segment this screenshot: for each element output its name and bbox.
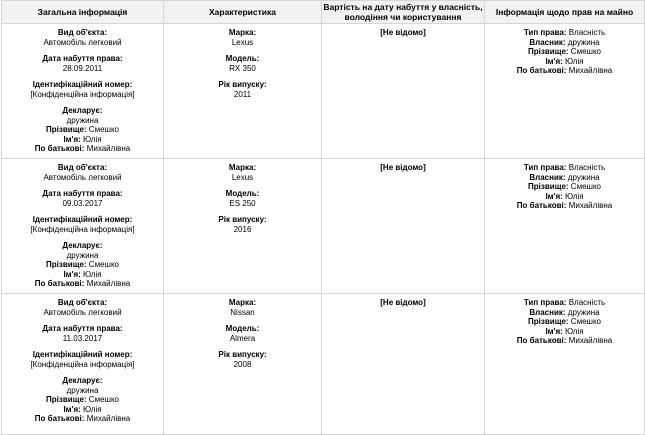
acquisition-date-value: 09.03.2017 bbox=[62, 198, 103, 208]
object-type-value: Автомобіль легковий bbox=[43, 37, 122, 47]
surname-label: Прізвище: bbox=[528, 47, 569, 56]
patronymic-label: По батькові: bbox=[516, 66, 567, 75]
cost-value: [Не відомо] bbox=[380, 28, 426, 37]
acquisition-date-label: Дата набуття права: bbox=[42, 54, 123, 63]
object-type-label: Вид об'єкта: bbox=[57, 163, 108, 172]
id-number-value: [Конфіденційна інформація] bbox=[30, 359, 135, 369]
object-type-value: Автомобіль легковий bbox=[43, 172, 122, 182]
surname-label: Прізвище: bbox=[46, 125, 87, 134]
rights-cell bbox=[485, 159, 645, 294]
patronymic-value: Михайлівна bbox=[568, 336, 613, 345]
patronymic-value: Михайлівна bbox=[86, 414, 131, 423]
patronymic-label: По батькові: bbox=[516, 201, 567, 210]
model-label: Модель: bbox=[225, 324, 260, 333]
owner-value: дружина bbox=[567, 37, 600, 47]
cost-value: [Не відомо] bbox=[380, 298, 426, 307]
model-label: Модель: bbox=[225, 54, 260, 63]
table-row bbox=[2, 24, 645, 159]
name-label: Ім'я: bbox=[63, 134, 81, 144]
characteristics-cell bbox=[164, 294, 322, 435]
owner-label: Власник: bbox=[529, 307, 566, 317]
brand-value: Lexus bbox=[231, 172, 254, 182]
rights-cell bbox=[485, 294, 645, 435]
brand-label: Марка: bbox=[228, 28, 257, 37]
header-general: Загальна інформація bbox=[2, 1, 164, 24]
surname-value: Смешко bbox=[88, 260, 119, 269]
declarant-value: дружина bbox=[66, 385, 99, 395]
general-cell bbox=[2, 159, 164, 294]
patronymic-value: Михайлівна bbox=[568, 201, 613, 210]
characteristics-cell bbox=[164, 24, 322, 159]
header-cost: Вартість на дату набуття у власність, володіння чи користування bbox=[323, 2, 483, 22]
declarant-value: дружина bbox=[66, 115, 99, 125]
surname-value: Смешко bbox=[570, 182, 601, 191]
right-type-label: Тип права: bbox=[523, 298, 567, 307]
patronymic-label: По батькові: bbox=[34, 144, 85, 153]
owner-label: Власник: bbox=[529, 37, 566, 47]
surname-value: Смешко bbox=[88, 125, 119, 134]
acquisition-date-value: 11.03.2017 bbox=[62, 333, 103, 343]
header-characteristics: Характеристика bbox=[164, 1, 322, 24]
name-value: Юлія bbox=[565, 56, 584, 66]
model-value: Almera bbox=[229, 333, 256, 343]
brand-label: Марка: bbox=[228, 298, 257, 307]
patronymic-value: Михайлівна bbox=[568, 66, 613, 75]
declarant-label: Декларує: bbox=[62, 376, 103, 385]
right-type-value: Власність bbox=[568, 28, 606, 37]
id-number-label: Ідентифікаційний номер: bbox=[32, 215, 133, 224]
general-cell bbox=[2, 294, 164, 435]
table-row bbox=[2, 159, 645, 294]
right-type-label: Тип права: bbox=[523, 28, 567, 37]
acquisition-date-label: Дата набуття права: bbox=[42, 324, 123, 333]
right-type-label: Тип права: bbox=[523, 163, 567, 172]
surname-value: Смешко bbox=[88, 395, 119, 404]
right-type-value: Власність bbox=[568, 163, 606, 172]
general-cell bbox=[2, 24, 164, 159]
declarant-label: Декларує: bbox=[62, 241, 103, 250]
object-type-value: Автомобіль легковий bbox=[43, 307, 122, 317]
surname-value: Смешко bbox=[570, 317, 601, 326]
patronymic-label: По батькові: bbox=[34, 279, 85, 288]
model-value: ES 250 bbox=[229, 198, 256, 208]
name-label: Ім'я: bbox=[63, 269, 81, 279]
name-label: Ім'я: bbox=[545, 56, 563, 66]
year-label: Рік випуску: bbox=[218, 350, 267, 359]
characteristics-cell bbox=[164, 159, 322, 294]
declarant-label: Декларує: bbox=[62, 106, 103, 115]
acquisition-date-value: 28.09.2011 bbox=[62, 63, 103, 73]
surname-label: Прізвище: bbox=[46, 395, 87, 404]
cost-cell bbox=[322, 24, 485, 159]
cost-cell bbox=[322, 159, 485, 294]
surname-label: Прізвище: bbox=[528, 317, 569, 326]
table-row bbox=[2, 294, 645, 435]
declarant-value: дружина bbox=[66, 250, 99, 260]
rights-cell bbox=[485, 24, 645, 159]
patronymic-value: Михайлівна bbox=[86, 144, 131, 153]
model-label: Модель: bbox=[225, 189, 260, 198]
object-type-label: Вид об'єкта: bbox=[57, 28, 108, 37]
name-value: Юлія bbox=[565, 326, 584, 336]
surname-value: Смешко bbox=[570, 47, 601, 56]
id-number-label: Ідентифікаційний номер: bbox=[32, 350, 133, 359]
brand-label: Марка: bbox=[228, 163, 257, 172]
brand-value: Nissan bbox=[230, 307, 255, 317]
surname-label: Прізвище: bbox=[528, 182, 569, 191]
name-value: Юлія bbox=[565, 191, 584, 201]
acquisition-date-label: Дата набуття права: bbox=[42, 189, 123, 198]
cost-value: [Не відомо] bbox=[380, 163, 426, 172]
owner-value: дружина bbox=[567, 307, 600, 317]
id-number-value: [Конфіденційна інформація] bbox=[30, 89, 135, 99]
patronymic-value: Михайлівна bbox=[86, 279, 131, 288]
cost-cell bbox=[322, 294, 485, 435]
patronymic-label: По батькові: bbox=[516, 336, 567, 345]
year-value: 2011 bbox=[233, 89, 252, 99]
header-rights: Інформація щодо прав на майно bbox=[485, 1, 645, 24]
year-value: 2016 bbox=[233, 224, 252, 234]
year-value: 2008 bbox=[233, 359, 252, 369]
id-number-value: [Конфіденційна інформація] bbox=[30, 224, 135, 234]
name-label: Ім'я: bbox=[63, 404, 81, 414]
brand-value: Lexus bbox=[231, 37, 254, 47]
name-value: Юлія bbox=[83, 269, 102, 279]
model-value: RX 350 bbox=[229, 63, 256, 73]
year-label: Рік випуску: bbox=[218, 215, 267, 224]
vehicles-table bbox=[1, 0, 645, 435]
id-number-label: Ідентифікаційний номер: bbox=[32, 80, 133, 89]
owner-label: Власник: bbox=[529, 172, 566, 182]
patronymic-label: По батькові: bbox=[34, 414, 85, 423]
table-header-row bbox=[2, 1, 645, 24]
name-value: Юлія bbox=[83, 134, 102, 144]
name-value: Юлія bbox=[83, 404, 102, 414]
right-type-value: Власність bbox=[568, 298, 606, 307]
name-label: Ім'я: bbox=[545, 326, 563, 336]
owner-value: дружина bbox=[567, 172, 600, 182]
surname-label: Прізвище: bbox=[46, 260, 87, 269]
object-type-label: Вид об'єкта: bbox=[57, 298, 108, 307]
year-label: Рік випуску: bbox=[218, 80, 267, 89]
name-label: Ім'я: bbox=[545, 191, 563, 201]
